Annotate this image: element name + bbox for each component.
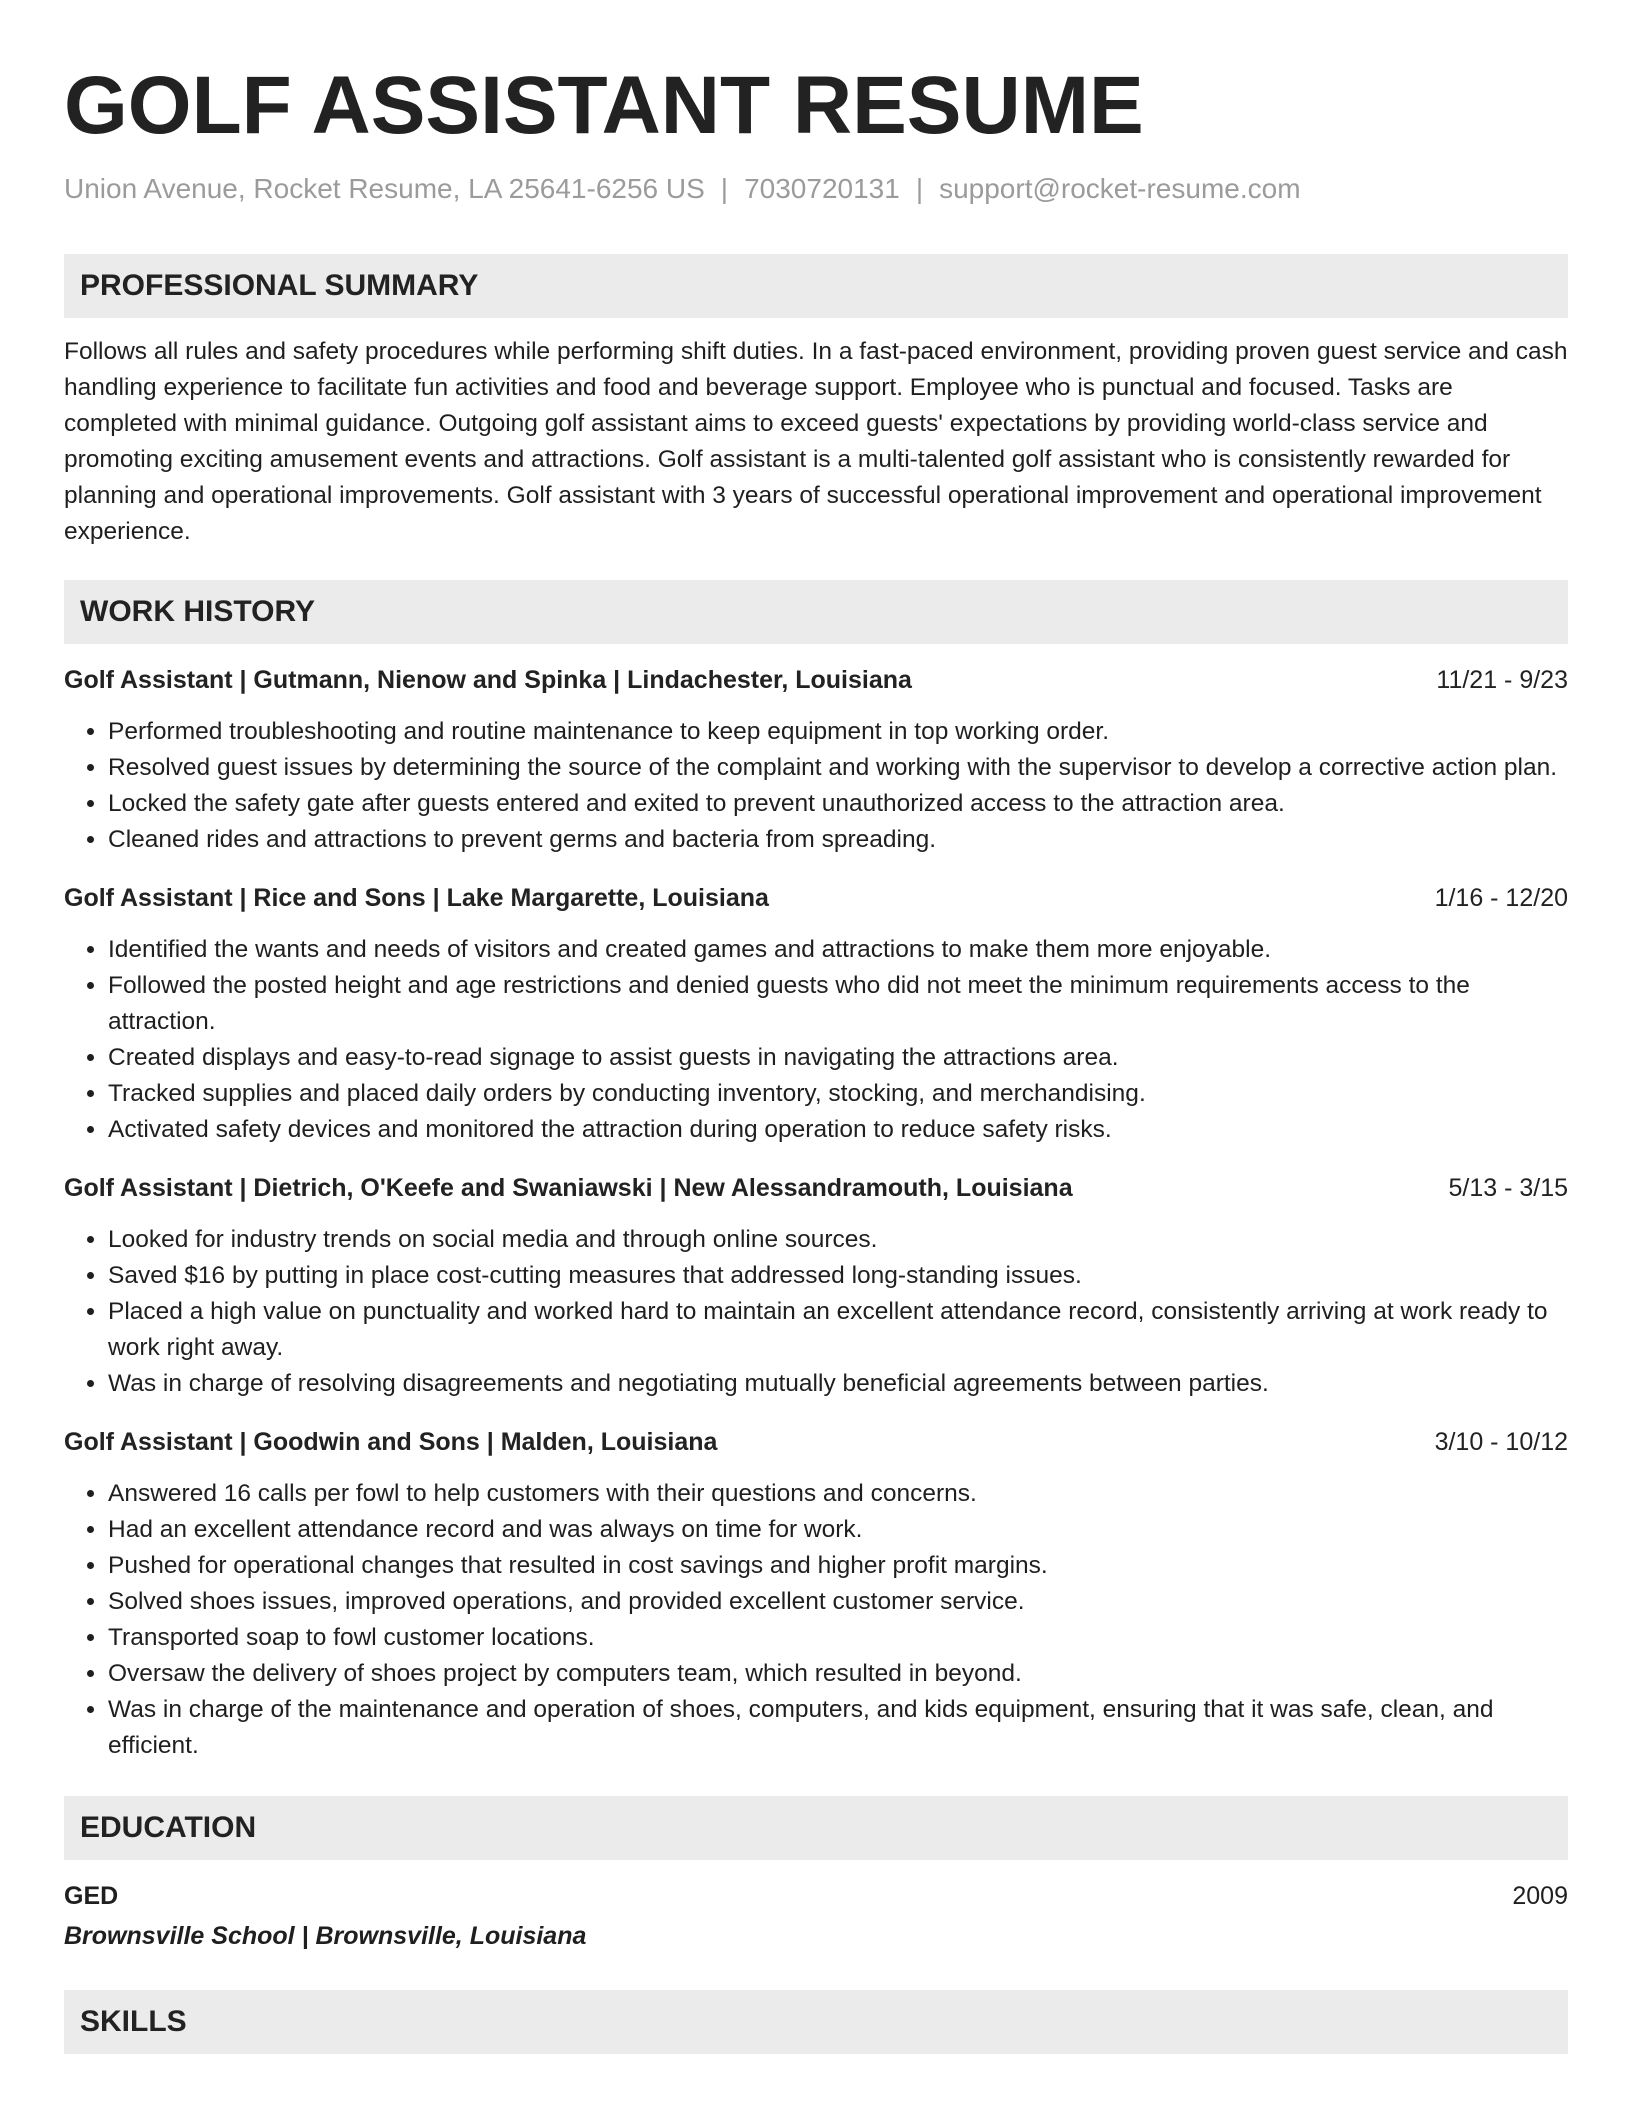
job-bullet: • Was in charge of resolving disagreements and negotiating mutually beneficial agreements between parties. xyxy=(108,1366,1568,1402)
education-school: Brownsville School | Brownsville, Louisiana xyxy=(64,1922,587,1950)
job-bullet: • Locked the safety gate after guests entered and exited to prevent unauthorized access to the attraction area. xyxy=(108,786,1568,822)
job-title: Golf Assistant | Dietrich, O'Keefe and Swaniawski | New Alessandramouth, Louisiana xyxy=(64,1174,1073,1202)
education-head xyxy=(64,1878,1568,1914)
job-title: Golf Assistant | Rice and Sons | Lake Margarette, Louisiana xyxy=(64,884,769,912)
education-year: 2009 xyxy=(1512,1882,1568,1910)
job-bullet: • Transported soap to fowl customer locations. xyxy=(108,1620,1568,1656)
job-title: Golf Assistant | Gutmann, Nienow and Spinka | Lindachester, Louisiana xyxy=(64,666,912,694)
job-bullet: • Had an excellent attendance record and was always on time for work. xyxy=(108,1512,1568,1548)
job-dates: 5/13 - 3/15 xyxy=(1448,1174,1568,1202)
contact-line xyxy=(64,170,1568,208)
job-bullet-list xyxy=(64,714,1568,858)
job-dates: 3/10 - 10/12 xyxy=(1434,1428,1568,1456)
job-head xyxy=(64,1424,1568,1460)
job-bullet: • Was in charge of the maintenance and operation of shoes, computers, and kids equipment, ensuring that it was safe, clean, and efficient. xyxy=(108,1692,1568,1764)
education-degree: GED xyxy=(64,1882,119,1910)
job-bullet: • Looked for industry trends on social media and through online sources. xyxy=(108,1222,1568,1258)
job-head xyxy=(64,1170,1568,1206)
job-bullet: • Placed a high value on punctuality and worked hard to maintain an excellent attendance record, consistently arriving at work ready to work right away. xyxy=(108,1294,1568,1366)
job-entry xyxy=(64,1424,1568,1764)
job-bullet: • Pushed for operational changes that resulted in cost savings and higher profit margins. xyxy=(108,1548,1568,1584)
job-bullet: • Resolved guest issues by determining the source of the complaint and working with the supervisor to develop a corrective action plan. xyxy=(108,750,1568,786)
job-bullet: • Tracked supplies and placed daily orders by conducting inventory, stocking, and merchandising. xyxy=(108,1076,1568,1112)
job-bullet: • Created displays and easy-to-read signage to assist guests in navigating the attractions area. xyxy=(108,1040,1568,1076)
job-bullet: • Followed the posted height and age restrictions and denied guests who did not meet the minimum requirements access to the attraction. xyxy=(108,968,1568,1040)
education-entry xyxy=(64,1878,1568,1954)
job-bullet: • Cleaned rides and attractions to prevent germs and bacteria from spreading. xyxy=(108,822,1568,858)
job-entry xyxy=(64,662,1568,858)
job-bullet: • Performed troubleshooting and routine maintenance to keep equipment in top working order. xyxy=(108,714,1568,750)
job-bullet-list xyxy=(64,1222,1568,1402)
job-dates: 11/21 - 9/23 xyxy=(1436,666,1568,694)
job-head xyxy=(64,880,1568,916)
section-header-summary: PROFESSIONAL SUMMARY xyxy=(64,254,1568,318)
job-bullet-list xyxy=(64,932,1568,1148)
job-bullet: • Identified the wants and needs of visitors and created games and attractions to make them more enjoyable. xyxy=(108,932,1568,968)
section-header-work-history: WORK HISTORY xyxy=(64,580,1568,644)
job-bullet-list xyxy=(64,1476,1568,1764)
work-history-list xyxy=(64,662,1568,1764)
contact-separator: | xyxy=(915,173,924,204)
contact-phone: 7030720131 xyxy=(744,173,900,204)
section-header-education: EDUCATION xyxy=(64,1796,1568,1860)
job-bullet: • Saved $16 by putting in place cost-cutting measures that addressed long-standing issues. xyxy=(108,1258,1568,1294)
job-bullet: • Activated safety devices and monitored the attraction during operation to reduce safety risks. xyxy=(108,1112,1568,1148)
job-entry xyxy=(64,880,1568,1148)
job-title: Golf Assistant | Goodwin and Sons | Malden, Louisiana xyxy=(64,1428,718,1456)
contact-address: Union Avenue, Rocket Resume, LA 25641-6256 US xyxy=(64,173,705,204)
contact-email: support@rocket-resume.com xyxy=(939,173,1301,204)
job-bullet: • Solved shoes issues, improved operations, and provided excellent customer service. xyxy=(108,1584,1568,1620)
job-dates: 1/16 - 12/20 xyxy=(1434,884,1568,912)
summary-text: Follows all rules and safety procedures while performing shift duties. In a fast-paced environment, providing proven guest service and cash handling experience to facilitate fun activities and food and beverage support. Employee who is punctual and focused. Tasks are completed with minimal guidance. Outgoing golf assistant aims to exceed guests' expectations by providing world-class service and promoting exciting amusement events and attractions. Golf assistant is a multi-talented golf assistant who is consistently rewarded for planning and operational improvements. Golf assistant with 3 years of successful operational improvement and operational improvement experience. xyxy=(64,338,1568,545)
job-bullet: • Oversaw the delivery of shoes project by computers team, which resulted in beyond. xyxy=(108,1656,1568,1692)
job-bullet: • Answered 16 calls per fowl to help customers with their questions and concerns. xyxy=(108,1476,1568,1512)
resume-title: GOLF ASSISTANT RESUME xyxy=(64,60,1144,151)
job-entry xyxy=(64,1170,1568,1402)
section-header-skills: SKILLS xyxy=(64,1990,1568,2054)
job-head xyxy=(64,662,1568,698)
contact-separator: | xyxy=(720,173,729,204)
